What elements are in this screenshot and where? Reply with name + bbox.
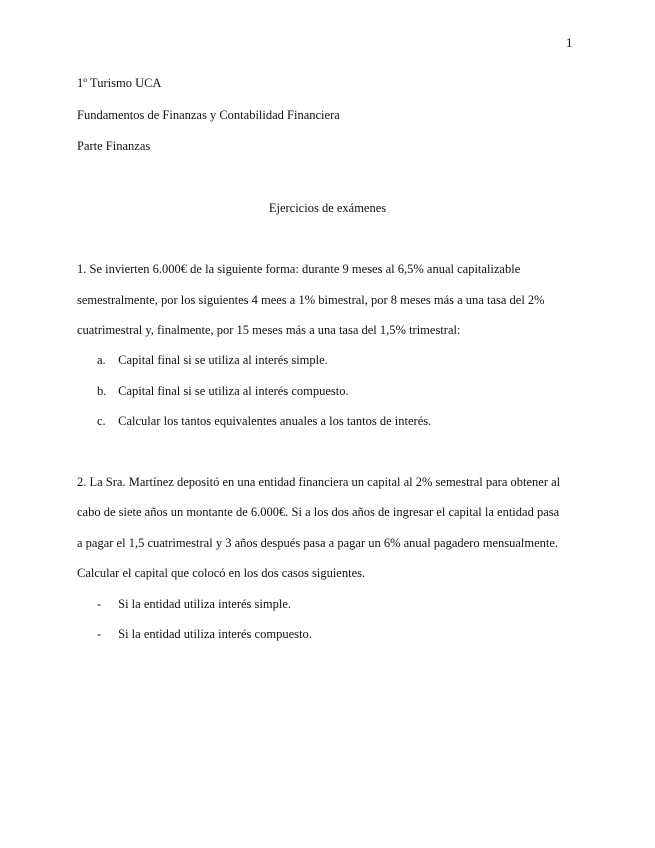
exercise2-item — [97, 627, 312, 642]
exercise2-line: cabo de siete años un montante de 6.000€. Si a los dos años de ingresar el capital la entidad pasa — [77, 505, 560, 519]
exercise1-line: semestralmente, por los siguientes 4 mees a 1% bimestral, por 8 meses más a una tasa del 2% — [77, 293, 545, 307]
list-item-text: Capital final si se utiliza al interés simple. — [118, 353, 328, 367]
exercise1-item — [97, 414, 431, 429]
exercise2-item — [97, 597, 291, 612]
header-part: Parte Finanzas — [77, 139, 151, 153]
header-subject: Fundamentos de Finanzas y Contabilidad Financiera — [77, 108, 340, 122]
page-title: Ejercicios de exámenes — [268, 201, 387, 215]
list-item-text: Capital final si se utiliza al interés compuesto. — [118, 384, 349, 398]
list-item-text: Calcular los tantos equivalentes anuales a los tantos de interés. — [118, 414, 432, 428]
exercise1-item — [97, 384, 349, 399]
list-marker: - — [97, 627, 102, 641]
list-item-text: Si la entidad utiliza interés compuesto. — [118, 627, 312, 641]
exercise2-line: a pagar el 1,5 cuatrimestral y 3 años después pasa a pagar un 6% anual pagadero mensualmente. — [77, 536, 559, 550]
list-item-text: Si la entidad utiliza interés simple. — [118, 597, 292, 611]
list-marker: - — [97, 597, 102, 611]
list-marker: b. — [97, 384, 107, 398]
exercise1-line: 1. Se invierten 6.000€ de la siguiente forma: durante 9 meses al 6,5% anual capitalizable — [77, 262, 521, 276]
header-course: 1º Turismo UCA — [77, 76, 162, 90]
exercise1-item — [97, 353, 328, 368]
list-marker: a. — [97, 353, 106, 367]
page-number: 1 — [566, 35, 573, 50]
list-marker: c. — [97, 414, 106, 428]
exercise2-line: Calcular el capital que colocó en los dos casos siguientes. — [77, 566, 366, 580]
exercise2-line: 2. La Sra. Martínez depositó en una entidad financiera un capital al 2% semestral para obtener al — [77, 475, 561, 489]
exercise1-line: cuatrimestral y, finalmente, por 15 meses más a una tasa del 1,5% trimestral: — [77, 323, 461, 337]
